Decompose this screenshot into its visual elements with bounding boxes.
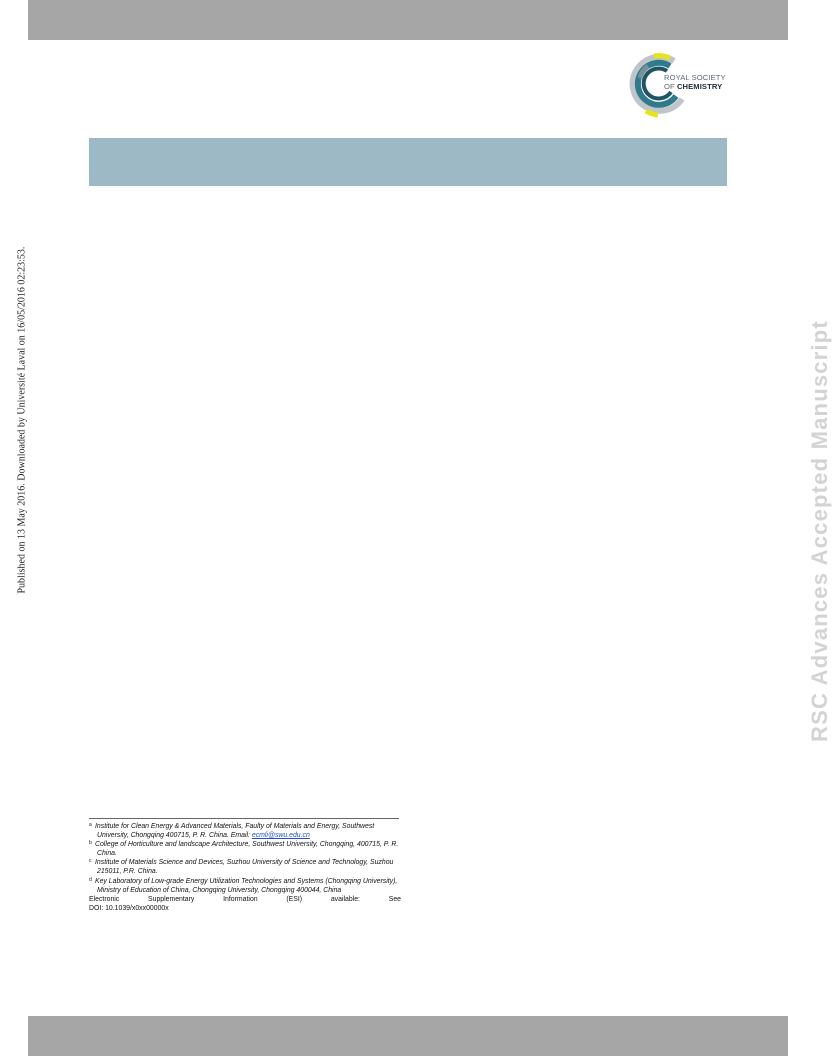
header-bar — [28, 0, 788, 40]
footnote-text-c: Institute of Materials Science and Devices, Suzhou University of Science and Technology, Suzhou 215011, P.R. China. — [95, 859, 394, 876]
footnote-text-d: Key Laboratory of Low-grade Energy Utilization Technologies and Systems (Chongqing University), Ministry of Education of China, Chongqing University, Chongqing 400044, China — [95, 877, 398, 894]
logo-arc-yellow-top — [654, 56, 670, 58]
footnote-text-a: Institute for Clean Energy & Advanced Materials, Faulty of Materials and Energy, Southwest University, Chongqing 400715, P. R. China. Email: — [95, 823, 375, 840]
footnote-c: $^c$ Institute of Materials Science and Devices, Suzhou University of Science and Technology, Suzhou 215011, P.R. China. — [89, 858, 394, 876]
rsc-logo — [630, 52, 730, 118]
footnote-rule — [89, 818, 399, 819]
footnote-d: $^d$ Key Laboratory of Low-grade Energy Utilization Technologies and Systems (Chongqing University), Ministry of Education of China, Chongqing University, Chongqing 400044, China — [89, 876, 398, 894]
logo-line-royal-society: ROYAL SOCIETY — [664, 73, 726, 82]
footer-bar — [28, 1016, 788, 1056]
footnote-b: $^b$ College of Horticulture and landscape Architecture, Southwest University, Chongqing, 400715, P. R. China. — [89, 840, 399, 858]
footnote-a: $^a$ Institute for Clean Energy & Advanced Materials, Faulty of Materials and Energy, Southwest University, Chongqing 400715, P. R. China. Email: ecmli@swu.edu.cn — [89, 822, 375, 840]
logo-line-of-chemistry — [664, 83, 726, 92]
doi-note: DOI: 10.1039/x0xx00000x — [89, 904, 169, 912]
logo-wordmark — [664, 74, 726, 91]
logo-chemistry: CHEMISTRY — [676, 81, 723, 91]
affiliation-footnotes — [89, 818, 401, 913]
published-side-note: Published on 13 May 2016. Downloaded by Université Laval on 16/05/2016 02:23:53. — [16, 246, 28, 594]
accepted-manuscript-watermark: RSC Advances Accepted Manuscript — [807, 320, 832, 742]
footnote-email-link[interactable]: ecmli@swu.edu.cn — [251, 832, 310, 840]
footnote-text-b: College of Horticulture and landscape Architecture, Southwest University, Chongqing, 400715, P. R. China. — [95, 841, 399, 858]
title-band — [89, 138, 727, 186]
logo-of: OF — [664, 81, 677, 91]
esi-note: Electronic Supplementary Information (ESI) available: See — [89, 895, 401, 903]
